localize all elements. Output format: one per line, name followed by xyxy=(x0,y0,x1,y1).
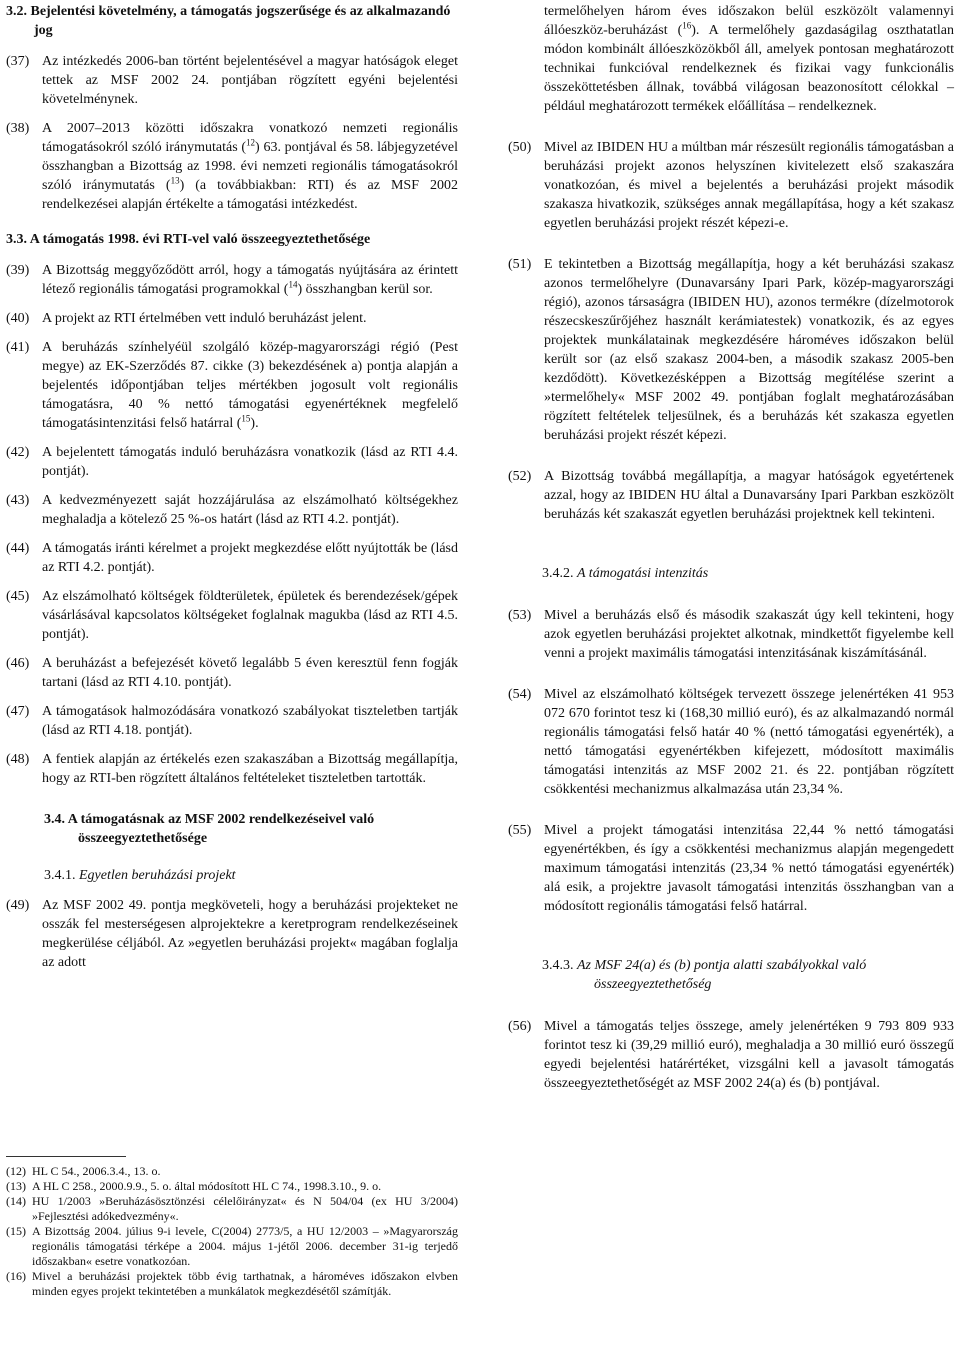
paragraph-text: Mivel az IBIDEN HU a múltban már részesült regionális támogatásban a beruházási projekt azonos helyszínen kivitelezett első szakaszára vonatkozóan, és mivel a bejelentés a beruházási projekt második szakasza hivatkozik, szükséges annak megállapítása, hogy a két szakasz egyetlen beruházási projekt részét képezi-e. xyxy=(544,140,954,231)
paragraph-text: A beruházást a befejezését követő legalább 5 éven keresztül fenn fogják tartani (lásd az RTI 4.10. pontját). xyxy=(42,656,458,690)
paragraph-number: (56) xyxy=(508,1019,532,1034)
section-number: 3.4. xyxy=(44,812,65,827)
paragraph-text: Az MSF 2002 49. pontja megköveteli, hogy a beruházási projekteket ne osszák fel mesterségesen alprojektekre a keretprogram rendelkezéseinek megkerülése céljából. Az »egyetlen beruházási projekt« magában foglalja az adott xyxy=(42,898,458,970)
paragraph-41 xyxy=(6,338,458,433)
paragraph-number: (50) xyxy=(508,140,532,155)
paragraph-text: Az elszámolható költségek földterületek, épületek és berendezések/gépek vásárlásával kapcsolatos költségeket foglalnak magukba (lásd az RTI 4.5. pontját). xyxy=(42,589,458,642)
subsection-number: 3.4.2. xyxy=(542,566,574,581)
paragraph-text: A fentiek alapján az értékelés ezen szakaszában a Bizottság megállapítja, hogy az RTI-ben rögzített általános feltételeket tiszteletben tartották. xyxy=(42,752,458,786)
paragraph-text: ) összhangban kerül sor. xyxy=(297,282,433,297)
paragraph-45 xyxy=(6,587,458,644)
paragraph-number: (44) xyxy=(6,541,30,556)
footnote-16 xyxy=(6,1269,458,1299)
paragraph-text: A kedvezményezett saját hozzájárulása az elszámolható költségekhez meghaladja a kötelező 25 %-os határt (lásd az RTI 4.2. pontját). xyxy=(42,493,458,527)
section-heading-3-4 xyxy=(6,810,458,848)
footnote-number: (14) xyxy=(6,1194,26,1208)
footnote-13 xyxy=(6,1179,458,1194)
paragraph-37 xyxy=(6,52,458,109)
footnote-text: HU 1/2003 »Beruházásösztönzési célelőirányzat« és N 504/04 (ex HU 3/2004) »Fejlesztési adókedvezmény«. xyxy=(32,1194,458,1223)
paragraph-text: Az intézkedés 2006-ban történt bejelentésével a magyar hatóságok eleget tettek az MSF 2002 24. pontjában rögzített egyéni bejelentési követelménynek. xyxy=(42,54,458,107)
subsection-title: A támogatási intenzitás xyxy=(577,566,709,581)
footnote-separator xyxy=(6,1156,126,1157)
subsection-heading-3-4-1 xyxy=(6,866,458,885)
paragraph-53 xyxy=(508,606,954,663)
paragraph-text: A Bizottság meggyőződött arról, hogy a támogatás nyújtására az érintett létező regionális támogatási programokkal ( xyxy=(42,263,458,297)
subsection-number: 3.4.3. xyxy=(542,958,574,973)
paragraph-text: A projekt az RTI értelmében vett induló beruházást jelent. xyxy=(42,311,367,326)
paragraph-text: Mivel a projekt támogatási intenzitása 22,44 % nettó támogatási egyenértékben, és így a csökkentési mechanizmus alapján megengedett maximum támogatási intenzitás (23,34 % nettó támogatási egyenérték) alá esik, a projektre javasolt támogatási intenzitás összhangban van a módosított regionális támogatási felső határral. xyxy=(544,823,954,914)
paragraph-text: A 2007–2013 közötti időszakra vonatkozó nemzeti regionális támogatásokról szóló iránymutatás ( xyxy=(42,121,458,155)
paragraph-51 xyxy=(508,255,954,445)
subsection-title: Az MSF 24(a) és (b) pontja alatti szabályokkal való összeegyeztethetőség xyxy=(577,958,867,992)
paragraph-49-continued xyxy=(508,2,954,116)
paragraph-56 xyxy=(508,1017,954,1093)
paragraph-number: (52) xyxy=(508,469,532,484)
footnote-number: (12) xyxy=(6,1164,26,1178)
paragraph-text: E tekintetben a Bizottság megállapítja, hogy a két beruházási szakasz azonos termelőhelyre (Dunavarsány Ipari Park, közép-magyarországi régió), azonos társaságra (IBIDEN HU), azonos termékre (dízelmotorok részecskeszűrőjéhez használt kerámiatestek) vonatkozik, és az egyes projektek munkálatainak megkezdésére hároméves időszakon belül került sor (az első szakasz 2004-ben, a második szakasz 2005-ben kezdődött). Következésképpen a Bizottság megítélése szerint a »termelőhely« MSF 2002 49. pontjában foglalt meghatározásában rögzített feltételek teljesülnek, és a beruházás két szakasza egyetlen beruházási projekt részét képezi. xyxy=(544,257,954,443)
paragraph-number: (43) xyxy=(6,493,30,508)
paragraph-40 xyxy=(6,309,458,328)
paragraph-number: (49) xyxy=(6,898,30,913)
paragraph-text: ) 63. pontjával és 58. lábjegyzetével összhangban a Bizottság az 1998. évi nemzeti regionális támogatásokról szóló iránymutatás ( xyxy=(42,140,458,193)
footnote-text: A HL C 258., 2000.9.9., 5. o. által módosított HL C 74., 1998.3.10., 9. o. xyxy=(32,1179,382,1193)
paragraph-47 xyxy=(6,702,458,740)
footnote-number: (15) xyxy=(6,1224,26,1238)
footnote-ref-16[interactable]: 16 xyxy=(682,20,692,31)
section-heading-3-2 xyxy=(6,2,458,40)
paragraph-text: Mivel az elszámolható költségek tervezett összege jelenértéken 41 953 072 670 forintot tesz ki (168,30 millió euró), és az alkalmazandó normál regionális támogatási felső határ 40 % (nettó támogatási egyenérték), a nettó támogatási egyenértékben kifejezett, módosított maximális támogatási intenzitás az MSF 2002 21. és 22. pontjában rögzített csökkentési mechanizmus alkalmazása után 23,34 %. xyxy=(544,687,954,797)
paragraph-54 xyxy=(508,685,954,799)
paragraph-43 xyxy=(6,491,458,529)
paragraph-55 xyxy=(508,821,954,916)
paragraph-number: (48) xyxy=(6,752,30,767)
paragraph-52 xyxy=(508,467,954,524)
paragraph-text: A bejelentett támogatás induló beruházásra vonatkozik (lásd az RTI 4.4. pontját). xyxy=(42,445,458,479)
paragraph-48 xyxy=(6,750,458,788)
paragraph-49 xyxy=(6,896,458,972)
footnote-text: A Bizottság 2004. július 9-i levele, C(2004) 2773/5, a HU 12/2003 – »Magyarország regionális támogatási térképe a 2004. május 1-jétől 2006. december 31-ig terjedő időszakban« esetre vonatkozóan. xyxy=(32,1224,458,1268)
footnotes xyxy=(6,1164,458,1299)
paragraph-text: A támogatás iránti kérelmet a projekt megkezdése előtt nyújtották be (lásd az RTI 4.2. pontját). xyxy=(42,541,458,575)
paragraph-38 xyxy=(6,119,458,214)
paragraph-number: (55) xyxy=(508,823,532,838)
footnote-ref-15[interactable]: 15 xyxy=(241,413,251,424)
paragraph-number: (46) xyxy=(6,656,30,671)
paragraph-text: Mivel a támogatás teljes összege, amely jelenértéken 9 793 809 933 forintot tesz ki (39,29 millió euró), meghaladja a 30 millió euró összegű egyedi bejelentési határértéket, vizsgálni kell a javasolt támogatás összeegyeztethetőségét az MSF 2002 24(a) és (b) pontjával. xyxy=(544,1019,954,1091)
footnote-text: Mivel a beruházási projektek több évig tarthatnak, a hároméves időszakon elvben minden egyes projekt tekintetében a munkálatok megkezdésétől számítják. xyxy=(32,1269,458,1298)
paragraph-text: termelőhelyen három éves időszakon belül eszközölt valamennyi állóeszköz-beruházást ( xyxy=(544,4,954,38)
section-title: A támogatás 1998. évi RTI-vel való összeegyeztethetősége xyxy=(29,232,371,247)
footnote-number: (16) xyxy=(6,1269,26,1283)
paragraph-text: A beruházás színhelyéül szolgáló közép-magyarországi régió (Pest megye) az EK-Szerződés 87. cikke (3) bekezdésének a) pontja alapján a bejelentés időpontjában teljes mértékben jogosult volt regionális támogatásra, 40 % nettó támogatási egyenértéknek megfelelő támogatásintenzitási felső határral ( xyxy=(42,340,458,431)
footnote-ref-14[interactable]: 14 xyxy=(288,279,298,290)
paragraph-number: (47) xyxy=(6,704,30,719)
paragraph-number: (53) xyxy=(508,608,532,623)
paragraph-44 xyxy=(6,539,458,577)
section-heading-3-3 xyxy=(6,230,458,249)
footnote-text: HL C 54., 2006.3.4., 13. o. xyxy=(32,1164,161,1178)
paragraph-number: (41) xyxy=(6,340,30,355)
paragraph-text: Mivel a beruházás első és második szakaszát úgy kell tekinteni, hogy azok egyetlen beruházási projektet alkotnak, mindkettőt figyelembe kell venni a projekt maximális támogatási intenzitásának kiszámításánál. xyxy=(544,608,954,661)
paragraph-number: (54) xyxy=(508,687,532,702)
paragraph-46 xyxy=(6,654,458,692)
paragraph-text: ) (a továbbiakban: RTI) és az MSF 2002 rendelkezései alapján értékelte a támogatási intézkedést. xyxy=(42,178,458,212)
paragraph-39 xyxy=(6,261,458,299)
paragraph-number: (51) xyxy=(508,257,532,272)
paragraph-text: ). xyxy=(250,416,259,431)
subsection-number: 3.4.1. xyxy=(44,868,76,883)
paragraph-number: (38) xyxy=(6,121,30,136)
footnote-12 xyxy=(6,1164,458,1179)
paragraph-50 xyxy=(508,138,954,233)
paragraph-number: (42) xyxy=(6,445,30,460)
footnote-14 xyxy=(6,1194,458,1224)
footnote-15 xyxy=(6,1224,458,1269)
paragraph-number: (45) xyxy=(6,589,30,604)
paragraph-text: ). A termelőhely gazdaságilag oszthatatlan módon kombinált állóeszközökből áll, amelyek pontosan meghatározott technikai funkcióval rendelkeznek és fizikai vagy funkcionális összeköttetésben állnak, továbbá világosan beazonosított célokkal – például meghatározott termékek előállítása – rendelkeznek. xyxy=(544,23,955,114)
section-title: A támogatásnak az MSF 2002 rendelkezéseivel való összeegyeztethetősége xyxy=(67,812,375,846)
subsection-heading-3-4-3 xyxy=(508,956,954,994)
left-column xyxy=(6,2,458,982)
section-number: 3.3. xyxy=(6,232,27,247)
paragraph-42 xyxy=(6,443,458,481)
footnote-number: (13) xyxy=(6,1179,26,1193)
paragraph-text: A támogatások halmozódására vonatkozó szabályokat tiszteletben tartják (lásd az RTI 4.18. pontját). xyxy=(42,704,458,738)
paragraph-text: A Bizottság továbbá megállapítja, a magyar hatóságok egyetértenek azzal, hogy az IBIDEN HU által a Dunavarsány Ipari Parkban eszközölt beruházás két szakaszát egyetlen beruházási projektnek kell tekinteni. xyxy=(544,469,954,522)
right-column xyxy=(508,2,954,1103)
paragraph-number: (40) xyxy=(6,311,30,326)
footnote-ref-12[interactable]: 12 xyxy=(246,137,256,148)
paragraph-number: (37) xyxy=(6,54,30,69)
footnote-ref-13[interactable]: 13 xyxy=(170,175,180,186)
paragraph-number: (39) xyxy=(6,263,30,278)
section-number: 3.2. xyxy=(6,4,27,19)
subsection-title: Egyetlen beruházási projekt xyxy=(79,868,236,883)
subsection-heading-3-4-2 xyxy=(508,564,954,583)
section-title: Bejelentési követelmény, a támogatás jogszerűsége és az alkalmazandó jog xyxy=(30,4,451,38)
